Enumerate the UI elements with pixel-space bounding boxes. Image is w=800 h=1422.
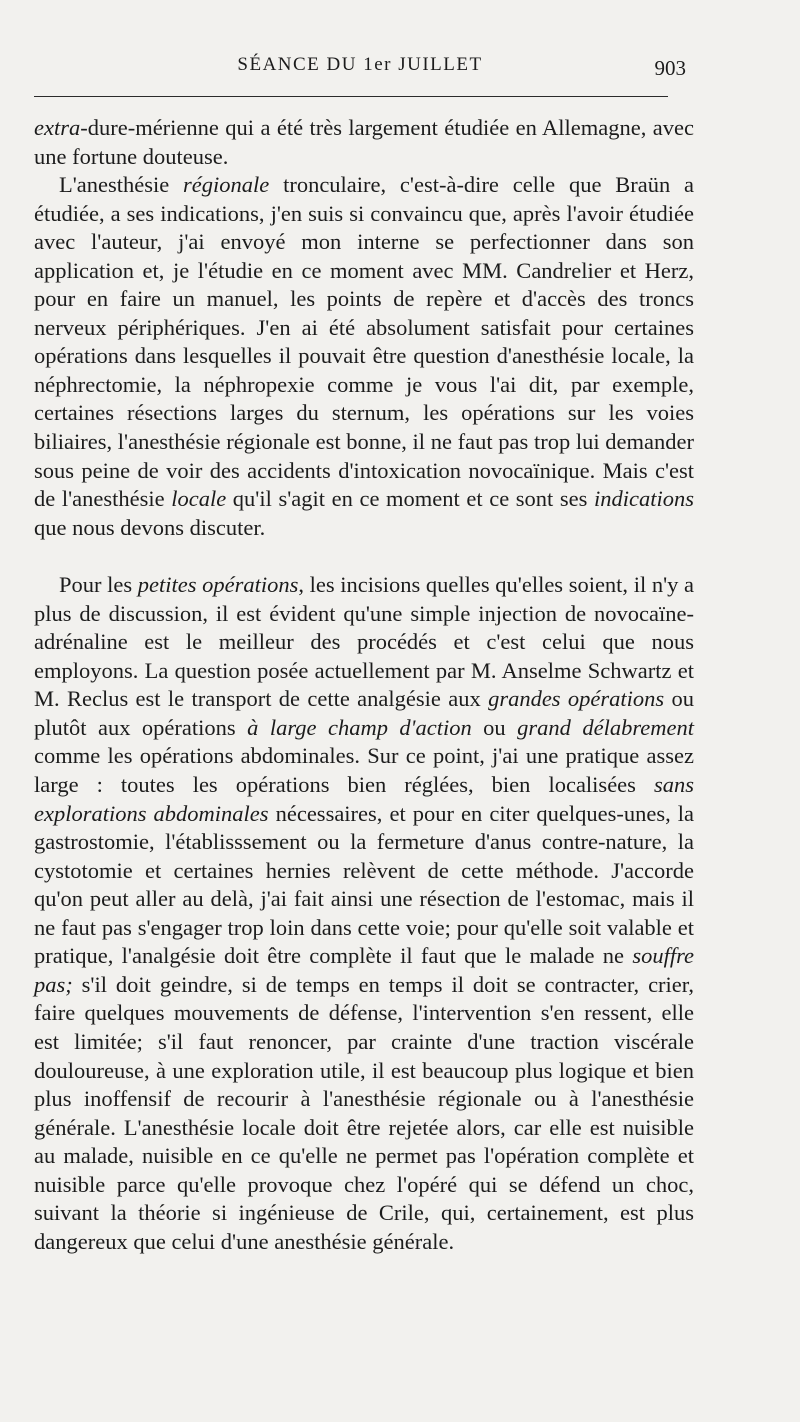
text-run: qu'il s'agit en ce moment et ce sont ses [226,486,594,512]
text-run: , les incisions quelles qu'elles soient, il n'y a plus de discussion, il est évident qu'une simple injection de novocaïne-adrénaline est le meilleur des procédés et c'est celui que nous employons. La question posée actuellement par M. Anselme Schwartz et M. Reclus est le transport de cette analgésie aux [34,572,694,712]
italic-text: sans explorations abdominales [34,772,694,826]
paragraph-regional-anesthesia [34,171,694,542]
running-title: SÉANCE DU 1er JUILLET [237,54,483,75]
header-rule [34,96,668,97]
page-number: 903 [654,56,686,80]
italic-text: locale [171,486,227,512]
text-run: comme les opérations abdominales. Sur ce point, j'ai une pratique assez large : toutes les opérations bien réglées, bien localisées [34,743,694,798]
italic-text: souffre pas; [34,943,694,997]
text-run: -dure-mérienne qui a été très largement étudiée en Allemagne, avec une fortune douteuse. [34,115,694,169]
text-run: que nous devons discuter. [34,514,266,540]
italic-text: extra [34,115,81,140]
text-run: Pour les [59,572,138,598]
text-run: s'il doit geindre, si de temps en temps il doit se contracter, crier, faire quelques mouvements de défense, l'intervention s'en ressent, elle est limitée; s'il faut renoncer, par crainte d'une traction viscérale douloureuse, à une exploration utile, il est beaucoup plus logique et bien plus inoffensif de recourir à l'anesthésie régionale ou à l'anesthésie générale. L'anesthésie locale doit être rejetée alors, car elle est nuisible au malade, nuisible en ce qu'elle ne permet pas l'opération complète et nuisible parce qu'elle provoque chez l'opéré qui se défend un choc, suivant la théorie si ingénieuse de Crile, qui, certainement, est plus dangereux que celui d'une anesthésie générale. [34,971,694,1254]
text-run: tronculaire, c'est-à-dire celle que Braün a étudiée, a ses indications, j'en suis si convaincu que, après l'avoir étudiée avec l'auteur, j'ai envoyé mon interne se perfectionner dans son application et, je l'étudie en ce moment avec MM. Candrelier et Herz, pour en faire un manuel, les points de repère et d'accès des troncs nerveux périphériques. J'en ai été absolument satisfait pour certaines opérations dans lesquelles il pouvait être question d'anesthésie locale, la néphrectomie, la néphropexie comme je vous l'ai dit, par exemple, certaines résections larges du sternum, les opérations sur les voies biliaires, l'anesthésie régionale est bonne, il ne faut pas trop lui demander sous peine de voir des accidents d'intoxication novocaïnique. Mais c'est de l'anesthésie [34,172,694,512]
text-run: ou plutôt aux opérations [34,686,694,740]
paragraph-small-operations [34,571,694,1256]
italic-text: à large champ d'action [247,714,472,740]
italic-text: petites opérations [137,572,299,598]
text-run: nécessaires, et pour en citer quelques-unes, la gastrostomie, l'établisssement ou la fermeture d'anus contre-nature, la cystotomie et certaines hernies relèvent de cette méthode. J'accorde qu'on peut aller au delà, j'ai fait ainsi une résection de l'estomac, mais il ne faut pas s'engager trop loin dans cette voie; pour qu'elle soit valable et pratique, l'analgésie doit être complète il faut que le malade ne [34,800,694,969]
text-run: ou [471,714,518,740]
text-run: L'anesthésie [59,172,184,198]
italic-text: grand délabrement [517,714,695,740]
body-text [34,114,694,1256]
paragraph-continuation [34,114,694,171]
italic-text: indications [594,486,694,512]
italic-text: régionale [183,172,270,198]
italic-text: grandes opérations [488,686,665,712]
running-header [34,48,686,84]
paragraph-gap [34,542,694,571]
